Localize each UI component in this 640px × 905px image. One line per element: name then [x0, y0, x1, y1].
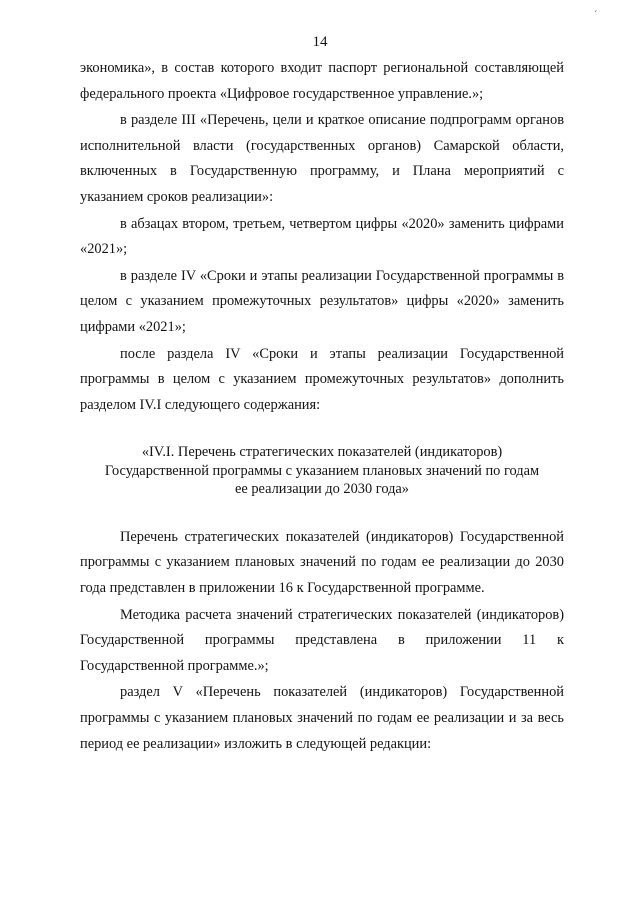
page-number: 14	[312, 34, 328, 50]
paragraph-section-iii: в разделе III «Перечень, цели и краткое описание подпрограмм органов исполнительной власти (государственных органов) Самарской области, включенных в Государственную программу, и Плана мероприятий с указанием сроков реализации»:	[80, 112, 564, 205]
heading-line-1: «IV.I. Перечень стратегических показателей (индикаторов)	[141, 444, 503, 461]
paragraph-indicators-list: Перечень стратегических показателей (индикаторов) Государственной программы с указанием плановых значений по годам ее реализации до 2030 года представлен в приложении 16 к Государственной программе.	[80, 528, 564, 596]
section-heading	[80, 443, 564, 499]
corner-mark: ´	[594, 10, 598, 21]
heading-line-2: Государственной программы с указанием плановых значений по годам	[104, 462, 540, 479]
paragraph-add-section: после раздела IV «Сроки и этапы реализации Государственной программы в целом с указанием промежуточных результатов» дополнить разделом IV.I следующего содержания:	[80, 345, 564, 413]
paragraph-continuation: экономика», в состав которого входит паспорт региональной составляющей федерального проекта «Цифровое государственное управление.»;	[80, 60, 564, 102]
document-body	[80, 56, 564, 757]
paragraph-methodology: Методика расчета значений стратегических показателей (индикаторов) Государственной программы представлена в приложении 11 к Государственной программе.»;	[80, 606, 564, 674]
paragraph-section-v: раздел V «Перечень показателей (индикаторов) Государственной программы с указанием плановых значений по годам ее реализации и за весь период ее реализации» изложить в следующей редакции:	[80, 684, 564, 752]
heading-line-3: ее реализации до 2030 года»	[234, 481, 410, 498]
paragraph-replace-digits: в абзацах втором, третьем, четвертом цифры «2020» заменить цифрами «2021»;	[80, 215, 564, 258]
paragraph-section-iv: в разделе IV «Сроки и этапы реализации Государственной программы в целом с указанием промежуточных результатов» цифры «2020» заменить цифрами «2021»;	[80, 267, 564, 335]
